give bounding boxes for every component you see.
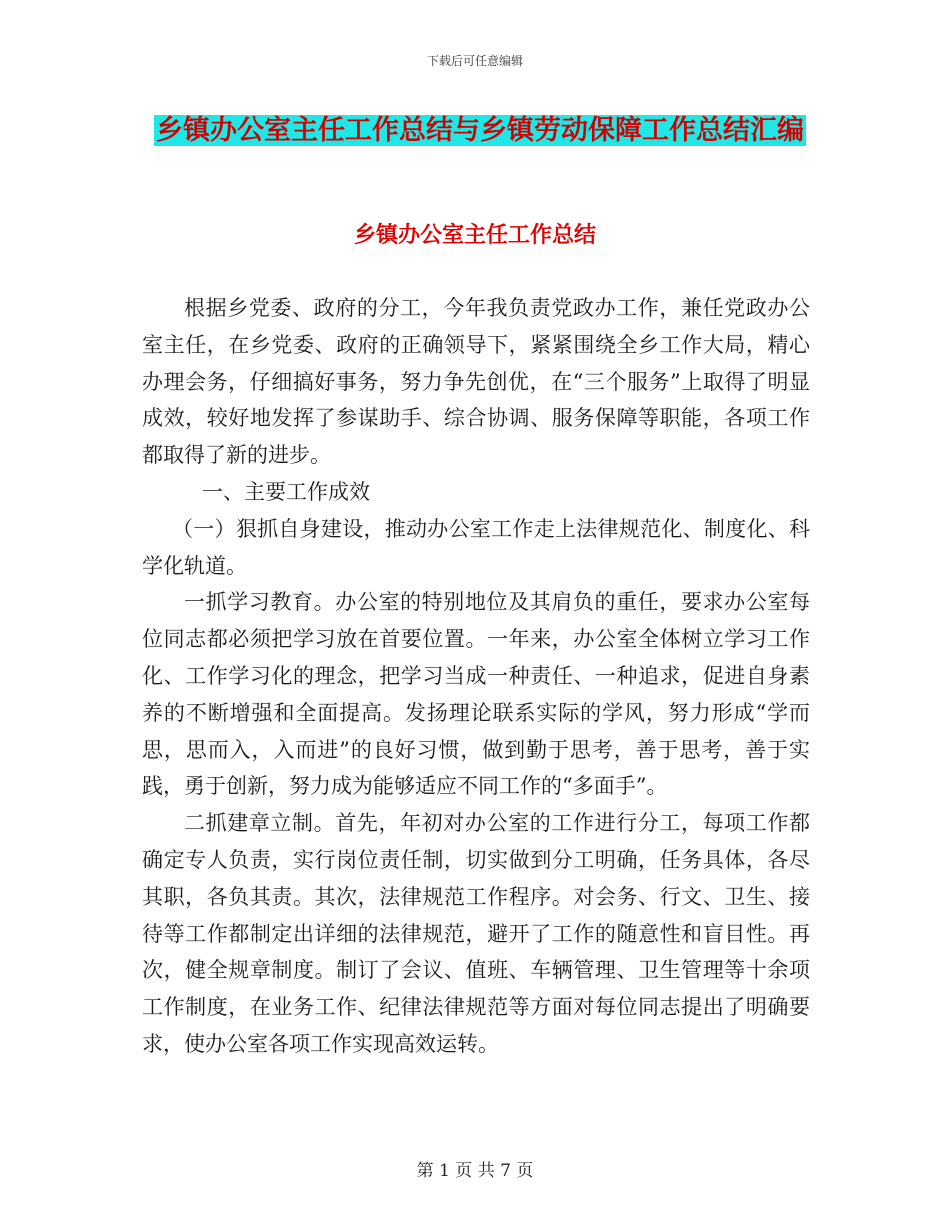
paragraph-rules-system: 二抓建章立制。首先，年初对办公室的工作进行分工，每项工作都确定专人负责，实行岗位责任制，切实做到分工明确，任务具体，各尽其职，各负其责。其次，法律规范工作程序。对会务、行文、卫生、接待等工作都制定出详细的法律规范，避开了工作的随意性和盲目性。再次，健全规章制度。制订了会议、值班、车辆管理、卫生管理等十余项工作制度，在业务工作、纪律法律规范等方面对每位同志提出了明确要求，使办公室各项工作实现高效运转。 [142,811,810,1056]
page-header-note: 下载后可任意编辑 [426,54,523,68]
document-title [140,106,820,156]
document-body [142,290,810,1063]
subheading-self-building: （一）狠抓自身建设，推动办公室工作走上法律规范化、制度化、科学化轨道。 [142,516,810,578]
paragraph-intro: 根据乡党委、政府的分工，今年我负责党政办工作，兼任党政办公室主任，在乡党委、政府的正确领导下，紧紧围绕全乡工作大局，精心办理会务，仔细搞好事务，努力争先创优，在“三个服务”上取得了明显成效，较好地发挥了参谋助手、综合协调、服务保障等职能，各项工作都取得了新的进步。 [142,296,810,468]
document-title-text: 乡镇办公室主任工作总结与乡镇劳动保障工作总结汇编 [156,115,804,146]
heading-main-achievements: 一、主要工作成效 [202,479,370,504]
section-title: 乡镇办公室主任工作总结 [353,223,596,248]
page-number: 第 1 页 共 7 页 [416,1161,534,1181]
paragraph-study-education: 一抓学习教育。办公室的特别地位及其肩负的重任，要求办公室每位同志都必须把学习放在首要位置。一年来，办公室全体树立学习工作化、工作学习化的理念，把学习当成一种责任、一种追求，促进自身素养的不断增强和全面提高。发扬理论联系实际的学风，努力形成“学而思，思而入，入而进”的良好习惯，做到勤于思考，善于思考，善于实践，勇于创新，努力成为能够适应不同工作的“多面手”。 [142,590,810,799]
